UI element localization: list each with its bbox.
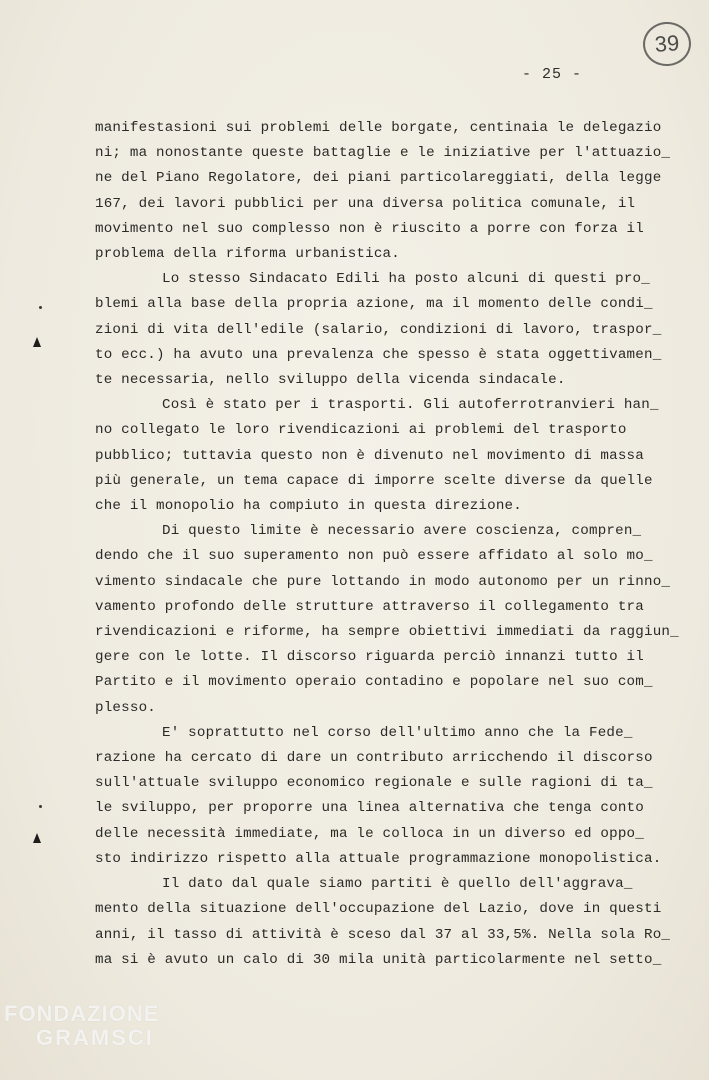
- text-line: più generale, un tema capace di imporre scelte diverse da quelle: [95, 472, 653, 489]
- paragraph: [95, 393, 659, 519]
- text-line: rivendicazioni e riforme, ha sempre obiettivi immediati da raggiun_: [95, 624, 679, 641]
- fondazione-gramsci-watermark: [4, 1002, 159, 1050]
- text-line: blemi alla base della propria azione, ma il momento delle condi_: [95, 296, 653, 313]
- text-line: sull'attuale sviluppo economico regionale e sulle ragioni di ta_: [95, 775, 653, 792]
- text-line: pubblico; tuttavia questo non è divenuto nel movimento di massa: [95, 447, 644, 464]
- text-line: sto indirizzo rispetto alla attuale programmazione monopolistica.: [95, 850, 662, 867]
- text-line: to ecc.) ha avuto una prevalenza che spesso è stata oggettivamen_: [95, 346, 662, 363]
- margin-dot: [39, 306, 42, 309]
- watermark-line-2: GRAMSCI: [36, 1025, 154, 1050]
- margin-arrow-mark: [33, 833, 41, 843]
- text-line: le sviluppo, per proporre una linea alternativa che tenga conto: [95, 800, 644, 817]
- text-line: anni, il tasso di attività è sceso dal 37 al 33,5%. Nella sola Ro_: [95, 926, 671, 943]
- text-line: Così è stato per i trasporti. Gli autoferrotranvieri han_: [162, 397, 659, 414]
- archive-number-circle: 39: [642, 20, 693, 67]
- paragraph: [95, 721, 662, 872]
- text-line: razione ha cercato di dare un contributo arricchendo il discorso: [95, 750, 653, 767]
- text-line: zioni di vita dell'edile (salario, condizioni di lavoro, traspor_: [95, 321, 662, 338]
- text-line: problema della riforma urbanistica.: [95, 246, 400, 263]
- text-line: vamento profondo delle strutture attraverso il collegamento tra: [95, 598, 644, 615]
- paragraph: [95, 267, 662, 393]
- text-line: Il dato dal quale siamo partiti è quello dell'aggrava_: [162, 876, 633, 893]
- paragraph: [95, 116, 671, 267]
- text-line: delle necessità immediate, ma le colloca in un diverso ed oppo_: [95, 825, 644, 842]
- text-line: Lo stesso Sindacato Edili ha posto alcuni di questi pro_: [162, 271, 650, 288]
- text-line: te necessaria, nello sviluppo della vicenda sindacale.: [95, 372, 566, 389]
- text-line: Di questo limite è necessario avere coscienza, compren_: [162, 523, 642, 540]
- margin-dot: [39, 805, 42, 808]
- margin-arrow-mark: [33, 337, 41, 347]
- text-line: movimento nel suo complesso non è riuscito a porre con forza il: [95, 220, 644, 237]
- text-line: Partito e il movimento operaio contadino e popolare nel suo com_: [95, 674, 653, 691]
- watermark-line-1: FONDAZIONE: [4, 1001, 160, 1026]
- text-line: manifestasioni sui problemi delle borgate, centinaia le delegazio: [95, 120, 662, 136]
- text-line: E' soprattutto nel corso dell'ultimo anno che la Fede_: [162, 724, 633, 741]
- body-text: [95, 116, 679, 973]
- text-line: ne del Piano Regolatore, dei piani particolareggiati, della legge: [95, 170, 662, 187]
- paragraph: [95, 519, 679, 721]
- text-line: dendo che il suo superamento non può essere affidato al solo mo_: [95, 548, 653, 565]
- text-line: 167, dei lavori pubblici per una diversa politica comunale, il: [95, 195, 636, 212]
- text-line: plesso.: [95, 699, 156, 716]
- text-line: vimento sindacale che pure lottando in modo autonomo per un rinno_: [95, 573, 671, 590]
- text-line: ma si è avuto un calo di 30 mila unità particolarmente nel setto_: [95, 951, 662, 968]
- paragraph: [95, 872, 671, 973]
- text-line: ni; ma nonostante queste battaglie e le iniziative per l'attuazio_: [95, 145, 671, 162]
- text-line: che il monopolio ha compiuto in questa direzione.: [95, 498, 522, 515]
- text-line: no collegato le loro rivendicazioni ai problemi del trasporto: [95, 422, 627, 439]
- page-number: - 25 -: [522, 66, 583, 83]
- text-line: gere con le lotte. Il discorso riguarda perciò innanzi tutto il: [95, 649, 644, 666]
- text-line: mento della situazione dell'occupazione del Lazio, dove in questi: [95, 901, 662, 918]
